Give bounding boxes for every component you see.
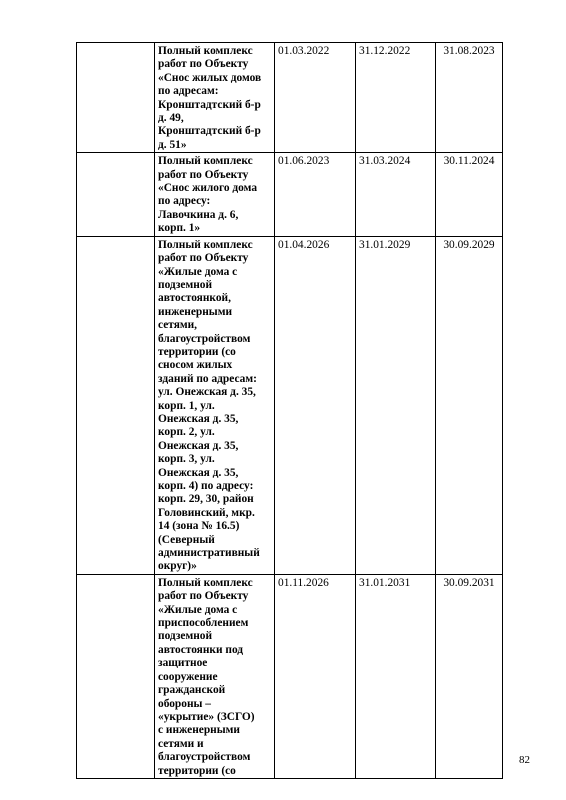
start-date-cell: 01.06.2023 (275, 153, 356, 236)
start-date-cell: 01.03.2022 (275, 43, 356, 153)
row-number-cell (77, 574, 155, 778)
work-description: Полный комплекс работ по Объекту «Жилые дома с приспособлением подземной автостоянки под защитное сооружение гражданской обороны – «укрытие» (ЗСГО) с инженерными сетями и благоустройством территории (со (158, 576, 255, 777)
end-date-cell: 31.01.2029 (356, 236, 436, 574)
work-description-cell (155, 153, 275, 236)
work-description: Полный комплекс работ по Объекту «Снос жилого дома по адресу: Лавочкина д. 6, корп. 1» (158, 155, 258, 235)
start-date-cell: 01.04.2026 (275, 236, 356, 574)
end-date-cell: 31.01.2031 (356, 574, 436, 778)
schedule-table (76, 42, 503, 779)
deadline-date-cell: 30.09.2031 (436, 574, 503, 778)
work-description: Полный комплекс работ по Объекту «Жилые дома с подземной автостоянкой, инженерными сетями, благоустройством территории (со сносом жилых зданий по адресам: ул. Онежская д. 35, корп. 1, ул. Онежская д. 35, корп. 2, ул. Онежская д. 35, корп. 3, ул. Онежская д. 35, корп. 4) по адресу: корп. 29, 30, район Головинский, мкр. 14 (зона № 16.5) (Северный административный округ)» (158, 238, 260, 573)
table-row (77, 574, 503, 778)
table-row (77, 236, 503, 574)
start-date-cell: 01.11.2026 (275, 574, 356, 778)
work-description-cell (155, 574, 275, 778)
row-number-cell (77, 43, 155, 153)
deadline-date-cell: 30.09.2029 (436, 236, 503, 574)
deadline-date-cell: 31.08.2023 (436, 43, 503, 153)
page-number: 82 (519, 754, 530, 766)
row-number-cell (77, 236, 155, 574)
work-description-cell (155, 236, 275, 574)
end-date-cell: 31.12.2022 (356, 43, 436, 153)
row-number-cell (77, 153, 155, 236)
work-description: Полный комплекс работ по Объекту «Снос жилых домов по адресам: Кронштадтский б-р д. 49, Кронштадтский б-р д. 51» (158, 45, 262, 151)
work-description-cell (155, 43, 275, 153)
table-row (77, 153, 503, 236)
deadline-date-cell: 30.11.2024 (436, 153, 503, 236)
end-date-cell: 31.03.2024 (356, 153, 436, 236)
table-row (77, 43, 503, 153)
